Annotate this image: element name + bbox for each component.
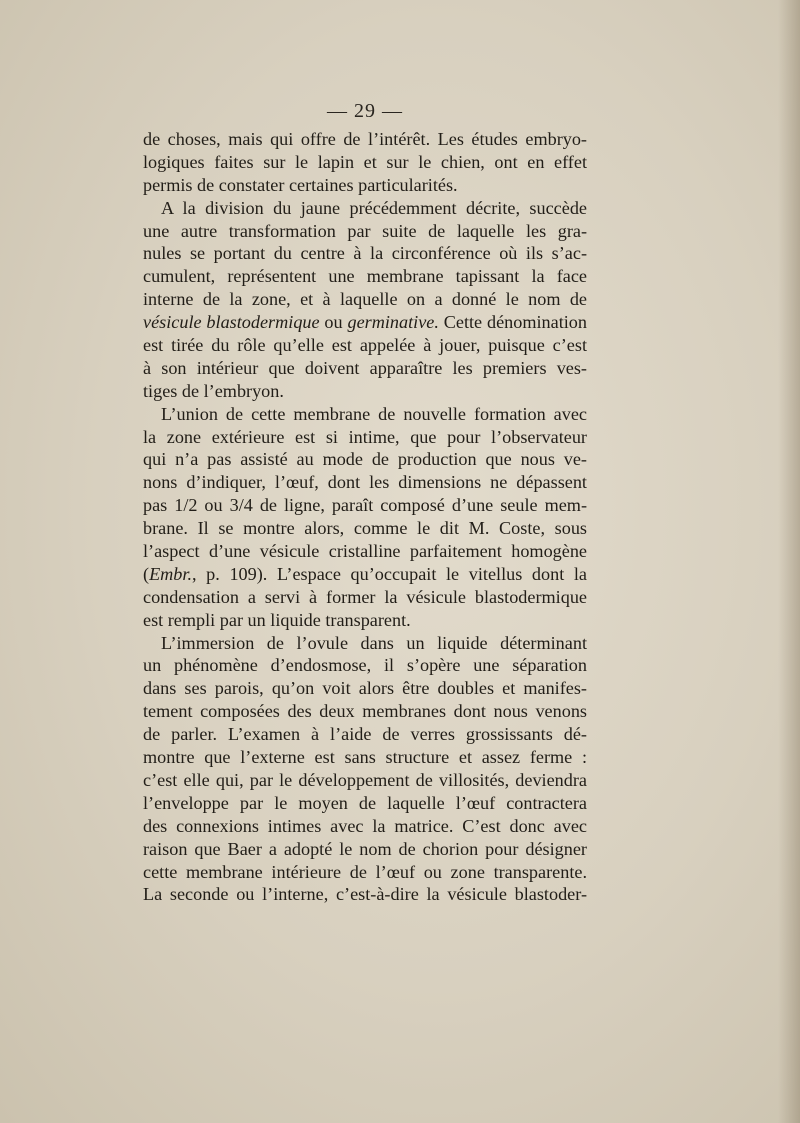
text-line: permis de constater certaines particularités. — [143, 174, 458, 195]
text-line: raison que Baer a adopté le nom de chorion pour désigner — [143, 838, 587, 859]
text-line — [143, 311, 587, 334]
text-segment: ( — [143, 563, 150, 584]
text-line: la zone extérieure est si intime, que pour l’observateur — [143, 426, 587, 447]
text-segment: Cette dénomination — [438, 312, 587, 333]
text-line: des connexions intimes avec la matrice. C’est donc avec — [143, 815, 587, 836]
text-segment: , p. 109). L’espace qu’occupait le vitellus dont la — [192, 563, 587, 584]
text-line: tiges de l’embryon. — [143, 380, 284, 401]
text-line: A la division du jaune précédemment décrite, succède — [161, 197, 587, 218]
text-line: condensation a servi à former la vésicule blastodermique — [143, 586, 587, 607]
page-number: — 29 — — [327, 100, 403, 122]
text-line: de parler. L’examen à l’aide de verres grossissants dé- — [143, 724, 587, 745]
text-line: brane. Il se montre alors, comme le dit M. Coste, sous — [143, 518, 587, 539]
text-line: de choses, mais qui offre de l’intérêt. Les études embryo- — [143, 129, 587, 149]
text-line: c’est elle qui, par le développement de villosités, deviendra — [143, 769, 587, 790]
text-line: est rempli par un liquide transparent. — [143, 609, 411, 630]
text-line: cette membrane intérieure de l’œuf ou zone transparente. — [143, 861, 587, 882]
text-line: interne de la zone, et à laquelle on a donné le nom de — [143, 289, 587, 310]
text-segment: ou — [319, 312, 348, 333]
text-line: tement composées des deux membranes dont nous venons — [143, 701, 587, 722]
text-line: cumulent, représentent une membrane tapissant la face — [143, 266, 587, 287]
text-line: nons d’indiquer, l’œuf, dont les dimensions ne dépassent — [143, 472, 587, 493]
italic-term: Embr. — [149, 563, 193, 584]
text-line: logiques faites sur le lapin et sur le chien, ont en effet — [143, 151, 587, 172]
text-line: nules se portant du centre à la circonférence où ils s’ac- — [143, 243, 587, 264]
text-line: pas 1/2 ou 3/4 de ligne, paraît composé d’une seule mem- — [143, 495, 587, 516]
text-line: l’enveloppe par le moyen de laquelle l’œuf contractera — [143, 792, 587, 813]
text-line: un phénomène d’endosmose, il s’opère une séparation — [143, 655, 587, 676]
text-line: L’union de cette membrane de nouvelle formation avec — [161, 403, 587, 424]
text-line: est tirée du rôle qu’elle est appelée à jouer, puisque c’est — [143, 335, 587, 356]
text-line: dans ses parois, qu’on voit alors être doubles et manifes- — [143, 678, 587, 699]
text-line: qui n’a pas assisté au mode de production que nous ve- — [143, 449, 587, 470]
page-edge-shadow — [778, 0, 800, 1123]
text-line: l’aspect d’une vésicule cristalline parfaitement homogène — [143, 541, 587, 562]
italic-term: germinative. — [347, 312, 439, 333]
text-line: La seconde ou l’interne, c’est-à-dire la vésicule blastoder- — [143, 884, 587, 905]
text-line: montre que l’externe est sans structure et assez ferme : — [143, 747, 587, 768]
body-text — [143, 128, 587, 906]
text-line: L’immersion de l’ovule dans un liquide déterminant — [161, 632, 587, 653]
italic-term: vésicule blastodermique — [143, 312, 320, 333]
text-line: à son intérieur que doivent apparaître les premiers ves- — [143, 357, 587, 378]
text-line: une autre transformation par suite de laquelle les gra- — [143, 220, 587, 241]
text-line — [143, 563, 587, 586]
